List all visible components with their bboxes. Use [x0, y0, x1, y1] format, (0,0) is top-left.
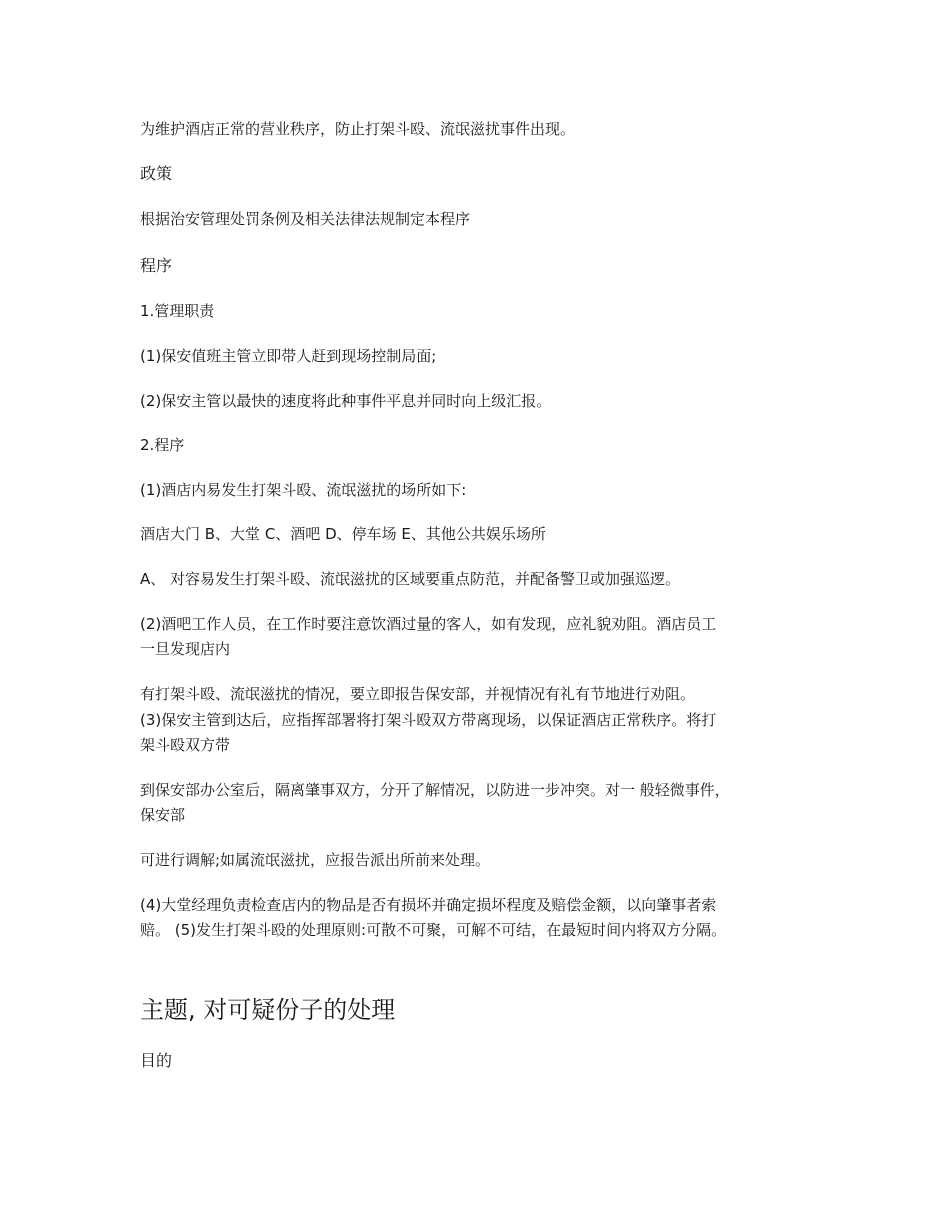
- section-2-item-2-line-2: 一旦发现店内: [140, 640, 231, 658]
- section-2-item-2-line-1: (2)酒吧工作人员，在工作时要注意饮酒过量的客人，如有发现，应礼貌劝阻。酒店员工: [140, 615, 717, 633]
- section-2-item-4-line-1: (4)大堂经理负责检查店内的物品是否有损坏并确定损坏程度及赔偿金额，以向肇事者索: [140, 896, 717, 914]
- purpose-text: 为维护酒店正常的营业秩序，防止打架斗殴、流氓滋扰事件出现。: [140, 120, 576, 138]
- section-2-title: 2.程序: [140, 436, 185, 454]
- section-1-item-1: (1)保安值班主管立即带人赶到现场控制局面;: [140, 347, 437, 365]
- section-1-title: 1.管理职责: [140, 302, 215, 320]
- section-2-item-1: (1)酒店内易发生打架斗殴、流氓滋扰的场所如下:: [140, 481, 467, 499]
- policy-heading: 政策: [140, 164, 173, 183]
- purpose-heading: 目的: [140, 1051, 173, 1070]
- topic-heading: 主题, 对可疑份子的处理: [140, 996, 396, 1024]
- section-1-item-2: (2)保安主管以最快的速度将此种事件平息并同时向上级汇报。: [140, 392, 552, 410]
- section-2-item-3-line-3: 到保安部办公室后，隔离肇事双方，分开了解情况，以防进一步冲突。对一 般轻微事件，: [140, 781, 730, 799]
- section-2-item-3-line-4: 保安部: [140, 806, 186, 824]
- policy-text: 根据治安管理处罚条例及相关法律法规制定本程序: [140, 210, 471, 228]
- section-2-item-2-line-3: 有打架斗殴、流氓滋扰的情况，要立即报告保安部，并视情况有礼有节地进行劝阻。: [140, 685, 696, 703]
- section-2-item-3-line-2: 架斗殴双方带: [140, 736, 231, 754]
- section-2-a: A、 对容易发生打架斗殴、流氓滋扰的区域要重点防范，并配备警卫或加强巡逻。: [140, 570, 681, 588]
- procedure-heading: 程序: [140, 256, 173, 275]
- section-2-places: 酒店大门 B、大堂 C、酒吧 D、停车场 E、其他公共娱乐场所: [140, 525, 546, 543]
- section-2-item-4-line-2: 赔。 (5)发生打架斗殴的处理原则:可散不可聚，可解不可结，在最短时间内将双方分隔。: [140, 921, 727, 939]
- section-2-item-3-line-5: 可进行调解;如属流氓滋扰，应报告派出所前来处理。: [140, 851, 491, 869]
- section-2-item-3-line-1: (3)保安主管到达后，应指挥部署将打架斗殴双方带离现场，以保证酒店正常秩序。将打: [140, 711, 717, 729]
